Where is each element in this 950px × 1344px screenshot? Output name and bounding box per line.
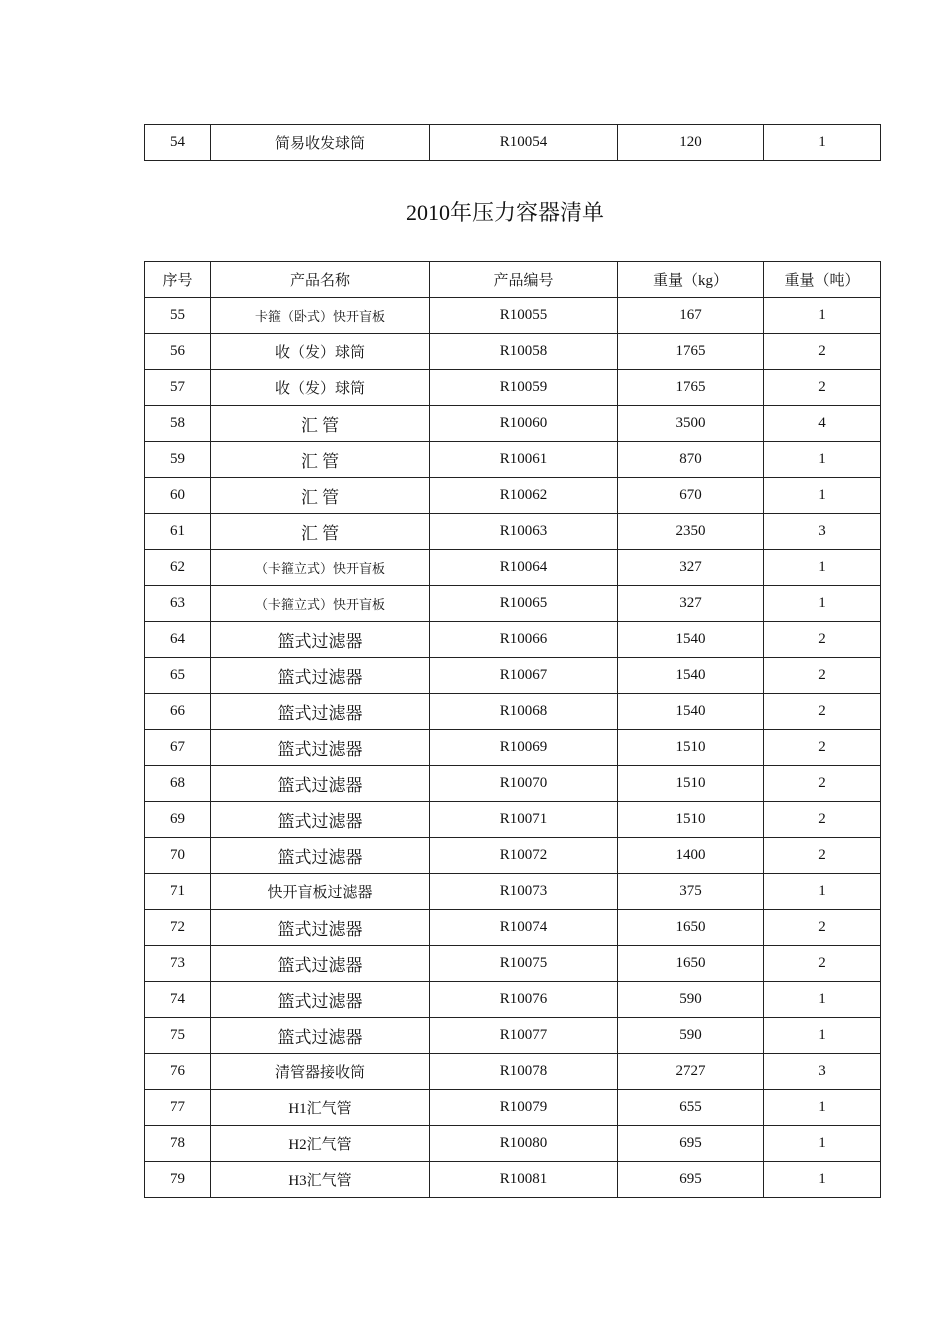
cell-ton: 1 xyxy=(764,586,881,622)
cell-ton: 1 xyxy=(764,874,881,910)
header-kg: 重量（kg） xyxy=(618,262,764,298)
cell-kg: 655 xyxy=(618,1090,764,1126)
cell-no: 66 xyxy=(145,694,211,730)
cell-no: 57 xyxy=(145,370,211,406)
table-row xyxy=(145,1126,881,1162)
cell-no: 76 xyxy=(145,1054,211,1090)
cell-no: 61 xyxy=(145,514,211,550)
cell-no: 69 xyxy=(145,802,211,838)
cell-kg: 670 xyxy=(618,478,764,514)
cell-code: R10058 xyxy=(430,334,618,370)
cell-name: H2汇气管 xyxy=(211,1126,430,1162)
cell-kg: 167 xyxy=(618,298,764,334)
cell-ton: 1 xyxy=(764,298,881,334)
cell-ton: 1 xyxy=(764,1126,881,1162)
cell-code: R10055 xyxy=(430,298,618,334)
cell-kg: 1540 xyxy=(618,694,764,730)
table-row xyxy=(145,1090,881,1126)
cell-code: R10063 xyxy=(430,514,618,550)
cell-kg: 1650 xyxy=(618,910,764,946)
cell-no: 64 xyxy=(145,622,211,658)
cell-code: R10076 xyxy=(430,982,618,1018)
cell-kg: 695 xyxy=(618,1126,764,1162)
cell-code: R10077 xyxy=(430,1018,618,1054)
cell-code: R10073 xyxy=(430,874,618,910)
cell-name: 篮式过滤器 xyxy=(211,1018,430,1054)
cell-code: R10061 xyxy=(430,442,618,478)
cell-no: 65 xyxy=(145,658,211,694)
table-row xyxy=(145,910,881,946)
cell-kg: 870 xyxy=(618,442,764,478)
cell-ton: 3 xyxy=(764,1054,881,1090)
cell-no: 70 xyxy=(145,838,211,874)
table-row xyxy=(145,550,881,586)
cell-code: R10080 xyxy=(430,1126,618,1162)
cell-no: 59 xyxy=(145,442,211,478)
cell-ton: 2 xyxy=(764,694,881,730)
cell-name: 汇 管 xyxy=(211,514,430,550)
cell-kg: 327 xyxy=(618,586,764,622)
table-row xyxy=(145,658,881,694)
table-row xyxy=(145,442,881,478)
cell-code: R10054 xyxy=(430,125,618,161)
table-row xyxy=(145,766,881,802)
cell-code: R10072 xyxy=(430,838,618,874)
cell-no: 71 xyxy=(145,874,211,910)
cell-kg: 1400 xyxy=(618,838,764,874)
cell-ton: 1 xyxy=(764,442,881,478)
cell-ton: 2 xyxy=(764,946,881,982)
cell-ton: 1 xyxy=(764,982,881,1018)
cell-code: R10062 xyxy=(430,478,618,514)
cell-kg: 1510 xyxy=(618,802,764,838)
cell-no: 56 xyxy=(145,334,211,370)
cell-ton: 2 xyxy=(764,334,881,370)
cell-kg: 120 xyxy=(618,125,764,161)
table-row xyxy=(145,334,881,370)
header-code: 产品编号 xyxy=(430,262,618,298)
header-row xyxy=(145,262,881,298)
cell-ton: 2 xyxy=(764,802,881,838)
cell-name: 清管器接收筒 xyxy=(211,1054,430,1090)
cell-name: （卡箍立式）快开盲板 xyxy=(211,550,430,586)
table-row xyxy=(145,406,881,442)
cell-no: 78 xyxy=(145,1126,211,1162)
cell-name: （卡箍立式）快开盲板 xyxy=(211,586,430,622)
cell-code: R10060 xyxy=(430,406,618,442)
cell-kg: 327 xyxy=(618,550,764,586)
table-row xyxy=(145,946,881,982)
cell-kg: 590 xyxy=(618,982,764,1018)
cell-code: R10078 xyxy=(430,1054,618,1090)
cell-ton: 2 xyxy=(764,658,881,694)
cell-kg: 1650 xyxy=(618,946,764,982)
table-row xyxy=(145,802,881,838)
cell-code: R10081 xyxy=(430,1162,618,1198)
cell-kg: 695 xyxy=(618,1162,764,1198)
cell-no: 62 xyxy=(145,550,211,586)
cell-name: 简易收发球筒 xyxy=(211,125,430,161)
cell-name: 收（发）球筒 xyxy=(211,370,430,406)
cell-no: 75 xyxy=(145,1018,211,1054)
cell-no: 58 xyxy=(145,406,211,442)
cell-no: 63 xyxy=(145,586,211,622)
cell-name: 收（发）球筒 xyxy=(211,334,430,370)
table-row xyxy=(145,622,881,658)
cell-ton: 3 xyxy=(764,514,881,550)
table-row xyxy=(145,514,881,550)
table-row xyxy=(145,586,881,622)
cell-name: 汇 管 xyxy=(211,478,430,514)
table-row xyxy=(145,982,881,1018)
cell-no: 77 xyxy=(145,1090,211,1126)
header-no: 序号 xyxy=(145,262,211,298)
cell-name: H3汇气管 xyxy=(211,1162,430,1198)
cell-kg: 590 xyxy=(618,1018,764,1054)
cell-no: 68 xyxy=(145,766,211,802)
cell-name: 篮式过滤器 xyxy=(211,694,430,730)
header-name: 产品名称 xyxy=(211,262,430,298)
cell-name: 篮式过滤器 xyxy=(211,982,430,1018)
cell-ton: 1 xyxy=(764,1162,881,1198)
cell-no: 54 xyxy=(145,125,211,161)
cell-name: H1汇气管 xyxy=(211,1090,430,1126)
cell-ton: 2 xyxy=(764,370,881,406)
cell-name: 快开盲板过滤器 xyxy=(211,874,430,910)
cell-kg: 3500 xyxy=(618,406,764,442)
cell-ton: 2 xyxy=(764,910,881,946)
table-row xyxy=(145,125,881,161)
table-row xyxy=(145,730,881,766)
table-row xyxy=(145,478,881,514)
table-row xyxy=(145,298,881,334)
table-row xyxy=(145,694,881,730)
cell-no: 79 xyxy=(145,1162,211,1198)
cell-kg: 1540 xyxy=(618,622,764,658)
cell-no: 67 xyxy=(145,730,211,766)
cell-code: R10064 xyxy=(430,550,618,586)
cell-kg: 375 xyxy=(618,874,764,910)
cell-name: 汇 管 xyxy=(211,442,430,478)
cell-code: R10059 xyxy=(430,370,618,406)
cell-code: R10074 xyxy=(430,910,618,946)
table-row xyxy=(145,1162,881,1198)
cell-code: R10071 xyxy=(430,802,618,838)
cell-kg: 2727 xyxy=(618,1054,764,1090)
table-row xyxy=(145,1018,881,1054)
cell-kg: 1510 xyxy=(618,766,764,802)
cell-code: R10079 xyxy=(430,1090,618,1126)
cell-kg: 1540 xyxy=(618,658,764,694)
pressure-vessel-table xyxy=(144,261,881,1198)
table-row xyxy=(145,874,881,910)
cell-ton: 1 xyxy=(764,550,881,586)
header-ton: 重量（吨） xyxy=(764,262,881,298)
table-row xyxy=(145,1054,881,1090)
cell-code: R10067 xyxy=(430,658,618,694)
cell-no: 74 xyxy=(145,982,211,1018)
cell-ton: 2 xyxy=(764,838,881,874)
cell-no: 60 xyxy=(145,478,211,514)
cell-no: 55 xyxy=(145,298,211,334)
cell-ton: 1 xyxy=(764,478,881,514)
cell-name: 篮式过滤器 xyxy=(211,802,430,838)
cell-no: 73 xyxy=(145,946,211,982)
cell-ton: 4 xyxy=(764,406,881,442)
cell-name: 篮式过滤器 xyxy=(211,910,430,946)
cell-kg: 1510 xyxy=(618,730,764,766)
cell-ton: 1 xyxy=(764,125,881,161)
cell-name: 篮式过滤器 xyxy=(211,838,430,874)
table-row xyxy=(145,838,881,874)
cell-no: 72 xyxy=(145,910,211,946)
cell-code: R10068 xyxy=(430,694,618,730)
cell-name: 卡箍（卧式）快开盲板 xyxy=(211,298,430,334)
cell-name: 篮式过滤器 xyxy=(211,730,430,766)
cell-code: R10069 xyxy=(430,730,618,766)
cell-code: R10066 xyxy=(430,622,618,658)
document-title: 2010年压力容器清单 xyxy=(405,200,604,225)
cell-code: R10075 xyxy=(430,946,618,982)
previous-page-table xyxy=(144,124,881,161)
cell-kg: 1765 xyxy=(618,370,764,406)
cell-name: 篮式过滤器 xyxy=(211,622,430,658)
cell-name: 汇 管 xyxy=(211,406,430,442)
cell-name: 篮式过滤器 xyxy=(211,946,430,982)
cell-ton: 2 xyxy=(764,730,881,766)
cell-kg: 1765 xyxy=(618,334,764,370)
cell-code: R10065 xyxy=(430,586,618,622)
cell-name: 篮式过滤器 xyxy=(211,658,430,694)
cell-name: 篮式过滤器 xyxy=(211,766,430,802)
cell-ton: 1 xyxy=(764,1090,881,1126)
cell-ton: 1 xyxy=(764,1018,881,1054)
cell-kg: 2350 xyxy=(618,514,764,550)
table-row xyxy=(145,370,881,406)
cell-ton: 2 xyxy=(764,622,881,658)
table-body xyxy=(145,298,881,1198)
cell-code: R10070 xyxy=(430,766,618,802)
cell-ton: 2 xyxy=(764,766,881,802)
